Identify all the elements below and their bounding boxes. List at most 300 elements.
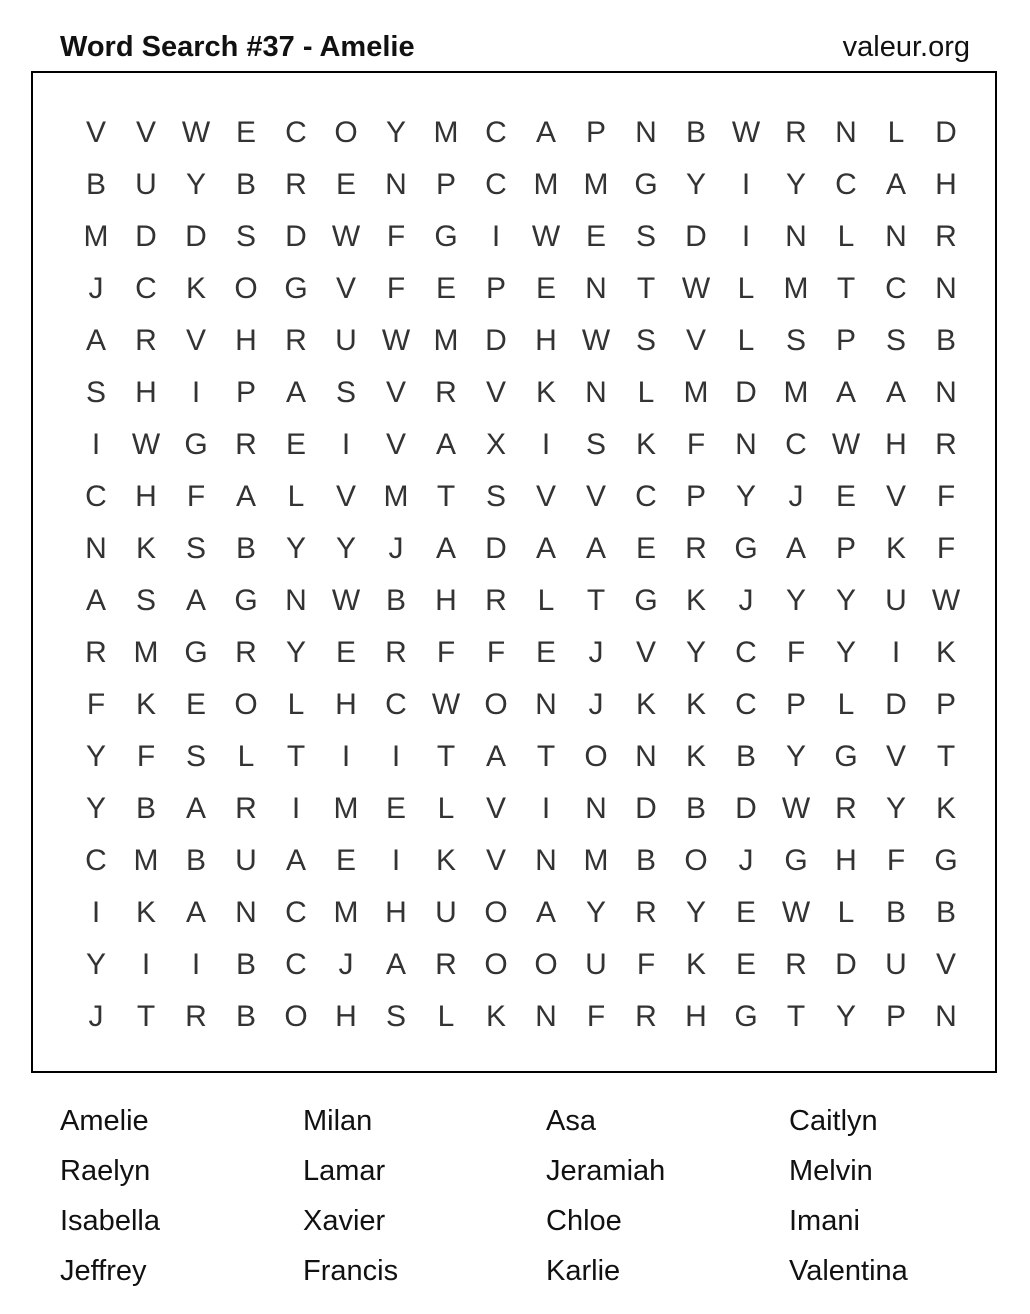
grid-cell[interactable]: R: [635, 896, 657, 929]
grid-cell[interactable]: K: [535, 376, 556, 409]
grid-cell[interactable]: P: [585, 116, 606, 149]
grid-cell[interactable]: W: [681, 272, 711, 305]
grid-cell[interactable]: P: [235, 376, 256, 409]
grid-cell[interactable]: R: [435, 948, 457, 981]
grid-cell[interactable]: E: [735, 948, 756, 981]
grid-cell[interactable]: V: [385, 428, 406, 461]
grid-cell[interactable]: G: [434, 220, 458, 253]
grid-cell[interactable]: N: [585, 376, 607, 409]
grid-cell[interactable]: Y: [685, 168, 706, 201]
grid-cell[interactable]: P: [485, 272, 506, 305]
grid-cell[interactable]: F: [136, 740, 156, 773]
grid-cell[interactable]: O: [534, 948, 558, 981]
grid-cell[interactable]: A: [535, 532, 556, 565]
grid-cell[interactable]: T: [436, 740, 456, 773]
grid-cell[interactable]: R: [785, 948, 807, 981]
grid-cell[interactable]: S: [385, 1000, 406, 1033]
grid-cell[interactable]: I: [191, 948, 201, 981]
grid-cell[interactable]: E: [535, 636, 556, 669]
grid-cell[interactable]: I: [541, 428, 551, 461]
grid-cell[interactable]: L: [837, 896, 855, 929]
grid-cell[interactable]: K: [685, 740, 706, 773]
grid-cell[interactable]: P: [835, 324, 856, 357]
grid-cell[interactable]: T: [536, 740, 556, 773]
grid-cell[interactable]: A: [785, 532, 806, 565]
grid-cell[interactable]: I: [541, 792, 551, 825]
grid-cell[interactable]: G: [634, 584, 658, 617]
grid-cell[interactable]: P: [935, 688, 956, 721]
grid-cell[interactable]: M: [433, 116, 459, 149]
grid-cell[interactable]: E: [535, 272, 556, 305]
grid-cell[interactable]: B: [235, 1000, 256, 1033]
grid-cell[interactable]: V: [85, 116, 106, 149]
grid-cell[interactable]: A: [385, 948, 406, 981]
grid-cell[interactable]: S: [885, 324, 906, 357]
grid-cell[interactable]: A: [235, 480, 256, 513]
grid-cell[interactable]: R: [685, 532, 707, 565]
grid-cell[interactable]: N: [585, 792, 607, 825]
grid-cell[interactable]: W: [181, 116, 211, 149]
grid-cell[interactable]: V: [635, 636, 656, 669]
grid-cell[interactable]: E: [235, 116, 256, 149]
grid-cell[interactable]: N: [535, 1000, 557, 1033]
grid-cell[interactable]: R: [835, 792, 857, 825]
grid-cell[interactable]: A: [435, 532, 456, 565]
grid-cell[interactable]: C: [85, 844, 107, 877]
grid-cell[interactable]: O: [284, 1000, 308, 1033]
grid-cell[interactable]: T: [936, 740, 956, 773]
grid-cell[interactable]: W: [731, 116, 761, 149]
grid-cell[interactable]: S: [785, 324, 806, 357]
grid-cell[interactable]: D: [135, 220, 157, 253]
grid-cell[interactable]: L: [887, 116, 905, 149]
grid-cell[interactable]: N: [535, 844, 557, 877]
grid-cell[interactable]: N: [535, 688, 557, 721]
grid-cell[interactable]: I: [741, 168, 751, 201]
grid-cell[interactable]: I: [91, 428, 101, 461]
grid-cell[interactable]: C: [85, 480, 107, 513]
grid-cell[interactable]: N: [635, 740, 657, 773]
grid-cell[interactable]: S: [585, 428, 606, 461]
grid-cell[interactable]: J: [88, 272, 104, 305]
grid-cell[interactable]: K: [635, 428, 656, 461]
grid-cell[interactable]: B: [235, 532, 256, 565]
grid-cell[interactable]: R: [435, 376, 457, 409]
grid-cell[interactable]: T: [136, 1000, 156, 1033]
grid-cell[interactable]: Y: [685, 896, 706, 929]
grid-cell[interactable]: V: [485, 792, 506, 825]
grid-cell[interactable]: K: [435, 844, 456, 877]
grid-cell[interactable]: Y: [385, 116, 406, 149]
grid-cell[interactable]: A: [885, 168, 906, 201]
grid-cell[interactable]: C: [835, 168, 857, 201]
grid-cell[interactable]: K: [935, 636, 956, 669]
grid-cell[interactable]: O: [584, 740, 608, 773]
grid-cell[interactable]: C: [135, 272, 157, 305]
grid-cell[interactable]: A: [85, 324, 106, 357]
grid-cell[interactable]: X: [485, 428, 506, 461]
grid-cell[interactable]: C: [285, 116, 307, 149]
grid-cell[interactable]: N: [235, 896, 257, 929]
grid-cell[interactable]: S: [635, 220, 656, 253]
grid-cell[interactable]: Y: [785, 584, 806, 617]
grid-cell[interactable]: W: [531, 220, 561, 253]
grid-cell[interactable]: F: [686, 428, 706, 461]
grid-cell[interactable]: N: [585, 272, 607, 305]
grid-cell[interactable]: M: [433, 324, 459, 357]
grid-cell[interactable]: R: [785, 116, 807, 149]
grid-cell[interactable]: G: [784, 844, 808, 877]
grid-cell[interactable]: M: [83, 220, 109, 253]
grid-cell[interactable]: O: [484, 896, 508, 929]
grid-cell[interactable]: Y: [335, 532, 356, 565]
grid-cell[interactable]: V: [935, 948, 956, 981]
grid-cell[interactable]: G: [634, 168, 658, 201]
grid-cell[interactable]: G: [934, 844, 958, 877]
grid-cell[interactable]: E: [335, 636, 356, 669]
grid-cell[interactable]: D: [485, 532, 507, 565]
grid-cell[interactable]: S: [635, 324, 656, 357]
grid-cell[interactable]: W: [781, 792, 811, 825]
grid-cell[interactable]: S: [185, 740, 206, 773]
grid-cell[interactable]: K: [135, 896, 156, 929]
grid-cell[interactable]: R: [385, 636, 407, 669]
grid-cell[interactable]: M: [133, 636, 159, 669]
grid-cell[interactable]: D: [685, 220, 707, 253]
grid-cell[interactable]: T: [436, 480, 456, 513]
grid-cell[interactable]: N: [285, 584, 307, 617]
grid-cell[interactable]: Y: [85, 740, 106, 773]
grid-cell[interactable]: A: [535, 116, 556, 149]
grid-cell[interactable]: B: [85, 168, 106, 201]
grid-cell[interactable]: M: [383, 480, 409, 513]
grid-cell[interactable]: T: [786, 1000, 806, 1033]
grid-cell[interactable]: H: [935, 168, 957, 201]
grid-cell[interactable]: D: [735, 376, 757, 409]
grid-cell[interactable]: E: [335, 844, 356, 877]
grid-cell[interactable]: W: [381, 324, 411, 357]
grid-cell[interactable]: R: [135, 324, 157, 357]
grid-cell[interactable]: L: [287, 480, 305, 513]
grid-cell[interactable]: J: [588, 688, 604, 721]
grid-cell[interactable]: R: [235, 636, 257, 669]
grid-cell[interactable]: N: [935, 376, 957, 409]
grid-cell[interactable]: V: [535, 480, 556, 513]
grid-cell[interactable]: H: [385, 896, 407, 929]
grid-cell[interactable]: F: [586, 1000, 606, 1033]
grid-cell[interactable]: G: [284, 272, 308, 305]
grid-cell[interactable]: R: [935, 428, 957, 461]
grid-cell[interactable]: L: [737, 272, 755, 305]
grid-cell[interactable]: P: [435, 168, 456, 201]
grid-cell[interactable]: I: [341, 740, 351, 773]
grid-cell[interactable]: G: [234, 584, 258, 617]
grid-cell[interactable]: O: [234, 688, 258, 721]
grid-cell[interactable]: C: [485, 116, 507, 149]
grid-cell[interactable]: B: [685, 792, 706, 825]
grid-cell[interactable]: Y: [835, 1000, 856, 1033]
grid-cell[interactable]: Y: [85, 948, 106, 981]
grid-cell[interactable]: C: [885, 272, 907, 305]
grid-cell[interactable]: Y: [735, 480, 756, 513]
grid-cell[interactable]: J: [738, 844, 754, 877]
grid-cell[interactable]: I: [341, 428, 351, 461]
grid-cell[interactable]: O: [484, 948, 508, 981]
grid-cell[interactable]: N: [635, 116, 657, 149]
grid-cell[interactable]: A: [85, 584, 106, 617]
grid-cell[interactable]: R: [285, 324, 307, 357]
grid-cell[interactable]: V: [885, 740, 906, 773]
grid-cell[interactable]: L: [737, 324, 755, 357]
grid-cell[interactable]: I: [141, 948, 151, 981]
grid-cell[interactable]: V: [685, 324, 706, 357]
grid-cell[interactable]: A: [285, 376, 306, 409]
grid-cell[interactable]: F: [886, 844, 906, 877]
grid-cell[interactable]: J: [88, 1000, 104, 1033]
grid-cell[interactable]: N: [935, 272, 957, 305]
grid-cell[interactable]: H: [135, 376, 157, 409]
grid-cell[interactable]: C: [485, 168, 507, 201]
grid-cell[interactable]: H: [885, 428, 907, 461]
grid-cell[interactable]: L: [837, 220, 855, 253]
grid-cell[interactable]: S: [485, 480, 506, 513]
grid-cell[interactable]: P: [685, 480, 706, 513]
grid-cell[interactable]: J: [788, 480, 804, 513]
grid-cell[interactable]: S: [235, 220, 256, 253]
grid-cell[interactable]: I: [741, 220, 751, 253]
grid-cell[interactable]: W: [931, 584, 961, 617]
grid-cell[interactable]: F: [386, 272, 406, 305]
grid-cell[interactable]: V: [885, 480, 906, 513]
grid-cell[interactable]: H: [685, 1000, 707, 1033]
grid-cell[interactable]: F: [386, 220, 406, 253]
grid-cell[interactable]: O: [484, 688, 508, 721]
grid-cell[interactable]: U: [885, 948, 907, 981]
grid-cell[interactable]: I: [391, 844, 401, 877]
grid-cell[interactable]: F: [186, 480, 206, 513]
grid-cell[interactable]: V: [585, 480, 606, 513]
grid-cell[interactable]: D: [735, 792, 757, 825]
grid-cell[interactable]: A: [185, 896, 206, 929]
grid-cell[interactable]: L: [437, 1000, 455, 1033]
grid-cell[interactable]: N: [785, 220, 807, 253]
grid-cell[interactable]: L: [287, 688, 305, 721]
grid-cell[interactable]: N: [385, 168, 407, 201]
grid-cell[interactable]: U: [235, 844, 257, 877]
grid-cell[interactable]: Y: [835, 584, 856, 617]
grid-cell[interactable]: T: [836, 272, 856, 305]
grid-cell[interactable]: N: [835, 116, 857, 149]
grid-cell[interactable]: F: [636, 948, 656, 981]
grid-cell[interactable]: H: [235, 324, 257, 357]
grid-cell[interactable]: L: [237, 740, 255, 773]
grid-cell[interactable]: C: [785, 428, 807, 461]
grid-cell[interactable]: K: [135, 688, 156, 721]
grid-cell[interactable]: B: [685, 116, 706, 149]
grid-cell[interactable]: H: [535, 324, 557, 357]
grid-cell[interactable]: U: [435, 896, 457, 929]
grid-cell[interactable]: P: [785, 688, 806, 721]
grid-cell[interactable]: Y: [785, 168, 806, 201]
grid-cell[interactable]: E: [385, 792, 406, 825]
grid-cell[interactable]: M: [133, 844, 159, 877]
grid-cell[interactable]: D: [835, 948, 857, 981]
grid-cell[interactable]: V: [335, 480, 356, 513]
grid-cell[interactable]: R: [235, 428, 257, 461]
grid-cell[interactable]: E: [735, 896, 756, 929]
grid-cell[interactable]: Y: [685, 636, 706, 669]
grid-cell[interactable]: K: [685, 688, 706, 721]
grid-cell[interactable]: O: [234, 272, 258, 305]
grid-cell[interactable]: E: [335, 168, 356, 201]
grid-cell[interactable]: R: [485, 584, 507, 617]
grid-cell[interactable]: B: [235, 948, 256, 981]
grid-cell[interactable]: O: [334, 116, 358, 149]
grid-cell[interactable]: A: [285, 844, 306, 877]
grid-cell[interactable]: C: [285, 896, 307, 929]
grid-cell[interactable]: F: [486, 636, 506, 669]
grid-cell[interactable]: P: [835, 532, 856, 565]
grid-cell[interactable]: K: [685, 948, 706, 981]
grid-cell[interactable]: A: [885, 376, 906, 409]
grid-cell[interactable]: I: [291, 792, 301, 825]
grid-cell[interactable]: W: [431, 688, 461, 721]
grid-cell[interactable]: A: [185, 584, 206, 617]
grid-cell[interactable]: T: [586, 584, 606, 617]
grid-cell[interactable]: M: [583, 168, 609, 201]
grid-cell[interactable]: F: [86, 688, 106, 721]
grid-cell[interactable]: S: [85, 376, 106, 409]
grid-cell[interactable]: V: [385, 376, 406, 409]
grid-cell[interactable]: D: [635, 792, 657, 825]
grid-cell[interactable]: H: [335, 688, 357, 721]
grid-cell[interactable]: O: [684, 844, 708, 877]
grid-cell[interactable]: W: [131, 428, 161, 461]
grid-cell[interactable]: M: [783, 272, 809, 305]
grid-cell[interactable]: V: [485, 844, 506, 877]
grid-cell[interactable]: J: [588, 636, 604, 669]
grid-cell[interactable]: A: [535, 896, 556, 929]
grid-cell[interactable]: B: [935, 324, 956, 357]
grid-cell[interactable]: B: [935, 896, 956, 929]
grid-cell[interactable]: V: [135, 116, 156, 149]
grid-cell[interactable]: M: [683, 376, 709, 409]
grid-cell[interactable]: K: [685, 584, 706, 617]
grid-cell[interactable]: A: [435, 428, 456, 461]
grid-cell[interactable]: C: [635, 480, 657, 513]
grid-cell[interactable]: L: [537, 584, 555, 617]
grid-cell[interactable]: R: [235, 792, 257, 825]
grid-cell[interactable]: L: [437, 792, 455, 825]
grid-cell[interactable]: U: [135, 168, 157, 201]
grid-cell[interactable]: M: [783, 376, 809, 409]
grid-cell[interactable]: D: [935, 116, 957, 149]
grid-cell[interactable]: I: [391, 740, 401, 773]
grid-cell[interactable]: H: [335, 1000, 357, 1033]
grid-cell[interactable]: B: [235, 168, 256, 201]
grid-cell[interactable]: Y: [185, 168, 206, 201]
grid-cell[interactable]: F: [436, 636, 456, 669]
grid-cell[interactable]: A: [185, 792, 206, 825]
grid-cell[interactable]: W: [831, 428, 861, 461]
grid-cell[interactable]: H: [835, 844, 857, 877]
grid-cell[interactable]: T: [636, 272, 656, 305]
grid-cell[interactable]: Y: [85, 792, 106, 825]
grid-cell[interactable]: D: [185, 220, 207, 253]
grid-cell[interactable]: L: [837, 688, 855, 721]
grid-cell[interactable]: R: [635, 1000, 657, 1033]
grid-cell[interactable]: N: [85, 532, 107, 565]
grid-cell[interactable]: D: [485, 324, 507, 357]
grid-cell[interactable]: Y: [285, 636, 306, 669]
grid-cell[interactable]: S: [185, 532, 206, 565]
grid-cell[interactable]: I: [491, 220, 501, 253]
grid-cell[interactable]: W: [331, 220, 361, 253]
grid-cell[interactable]: C: [735, 636, 757, 669]
grid-cell[interactable]: A: [485, 740, 506, 773]
grid-cell[interactable]: V: [335, 272, 356, 305]
grid-cell[interactable]: C: [735, 688, 757, 721]
grid-cell[interactable]: Y: [835, 636, 856, 669]
grid-cell[interactable]: I: [891, 636, 901, 669]
grid-cell[interactable]: Y: [585, 896, 606, 929]
grid-cell[interactable]: M: [533, 168, 559, 201]
grid-cell[interactable]: V: [185, 324, 206, 357]
grid-cell[interactable]: K: [935, 792, 956, 825]
grid-cell[interactable]: F: [936, 480, 956, 513]
grid-cell[interactable]: N: [735, 428, 757, 461]
grid-cell[interactable]: J: [388, 532, 404, 565]
grid-cell[interactable]: G: [734, 1000, 758, 1033]
grid-cell[interactable]: R: [935, 220, 957, 253]
grid-cell[interactable]: M: [333, 792, 359, 825]
grid-cell[interactable]: B: [885, 896, 906, 929]
grid-cell[interactable]: R: [285, 168, 307, 201]
grid-cell[interactable]: W: [331, 584, 361, 617]
grid-cell[interactable]: T: [286, 740, 306, 773]
grid-cell[interactable]: U: [335, 324, 357, 357]
grid-cell[interactable]: U: [885, 584, 907, 617]
grid-cell[interactable]: W: [581, 324, 611, 357]
grid-cell[interactable]: W: [781, 896, 811, 929]
grid-cell[interactable]: D: [285, 220, 307, 253]
grid-cell[interactable]: K: [135, 532, 156, 565]
grid-cell[interactable]: Y: [885, 792, 906, 825]
grid-cell[interactable]: E: [285, 428, 306, 461]
grid-cell[interactable]: R: [85, 636, 107, 669]
grid-cell[interactable]: E: [635, 532, 656, 565]
grid-cell[interactable]: Y: [285, 532, 306, 565]
grid-cell[interactable]: D: [885, 688, 907, 721]
grid-cell[interactable]: N: [935, 1000, 957, 1033]
grid-cell[interactable]: J: [738, 584, 754, 617]
grid-cell[interactable]: E: [585, 220, 606, 253]
grid-cell[interactable]: A: [835, 376, 856, 409]
grid-cell[interactable]: V: [485, 376, 506, 409]
grid-cell[interactable]: B: [135, 792, 156, 825]
grid-cell[interactable]: H: [435, 584, 457, 617]
grid-cell[interactable]: H: [135, 480, 157, 513]
grid-cell[interactable]: F: [936, 532, 956, 565]
grid-cell[interactable]: K: [185, 272, 206, 305]
grid-cell[interactable]: Y: [785, 740, 806, 773]
grid-cell[interactable]: K: [635, 688, 656, 721]
grid-cell[interactable]: M: [583, 844, 609, 877]
grid-cell[interactable]: K: [485, 1000, 506, 1033]
grid-cell[interactable]: G: [834, 740, 858, 773]
grid-cell[interactable]: S: [335, 376, 356, 409]
grid-cell[interactable]: B: [635, 844, 656, 877]
